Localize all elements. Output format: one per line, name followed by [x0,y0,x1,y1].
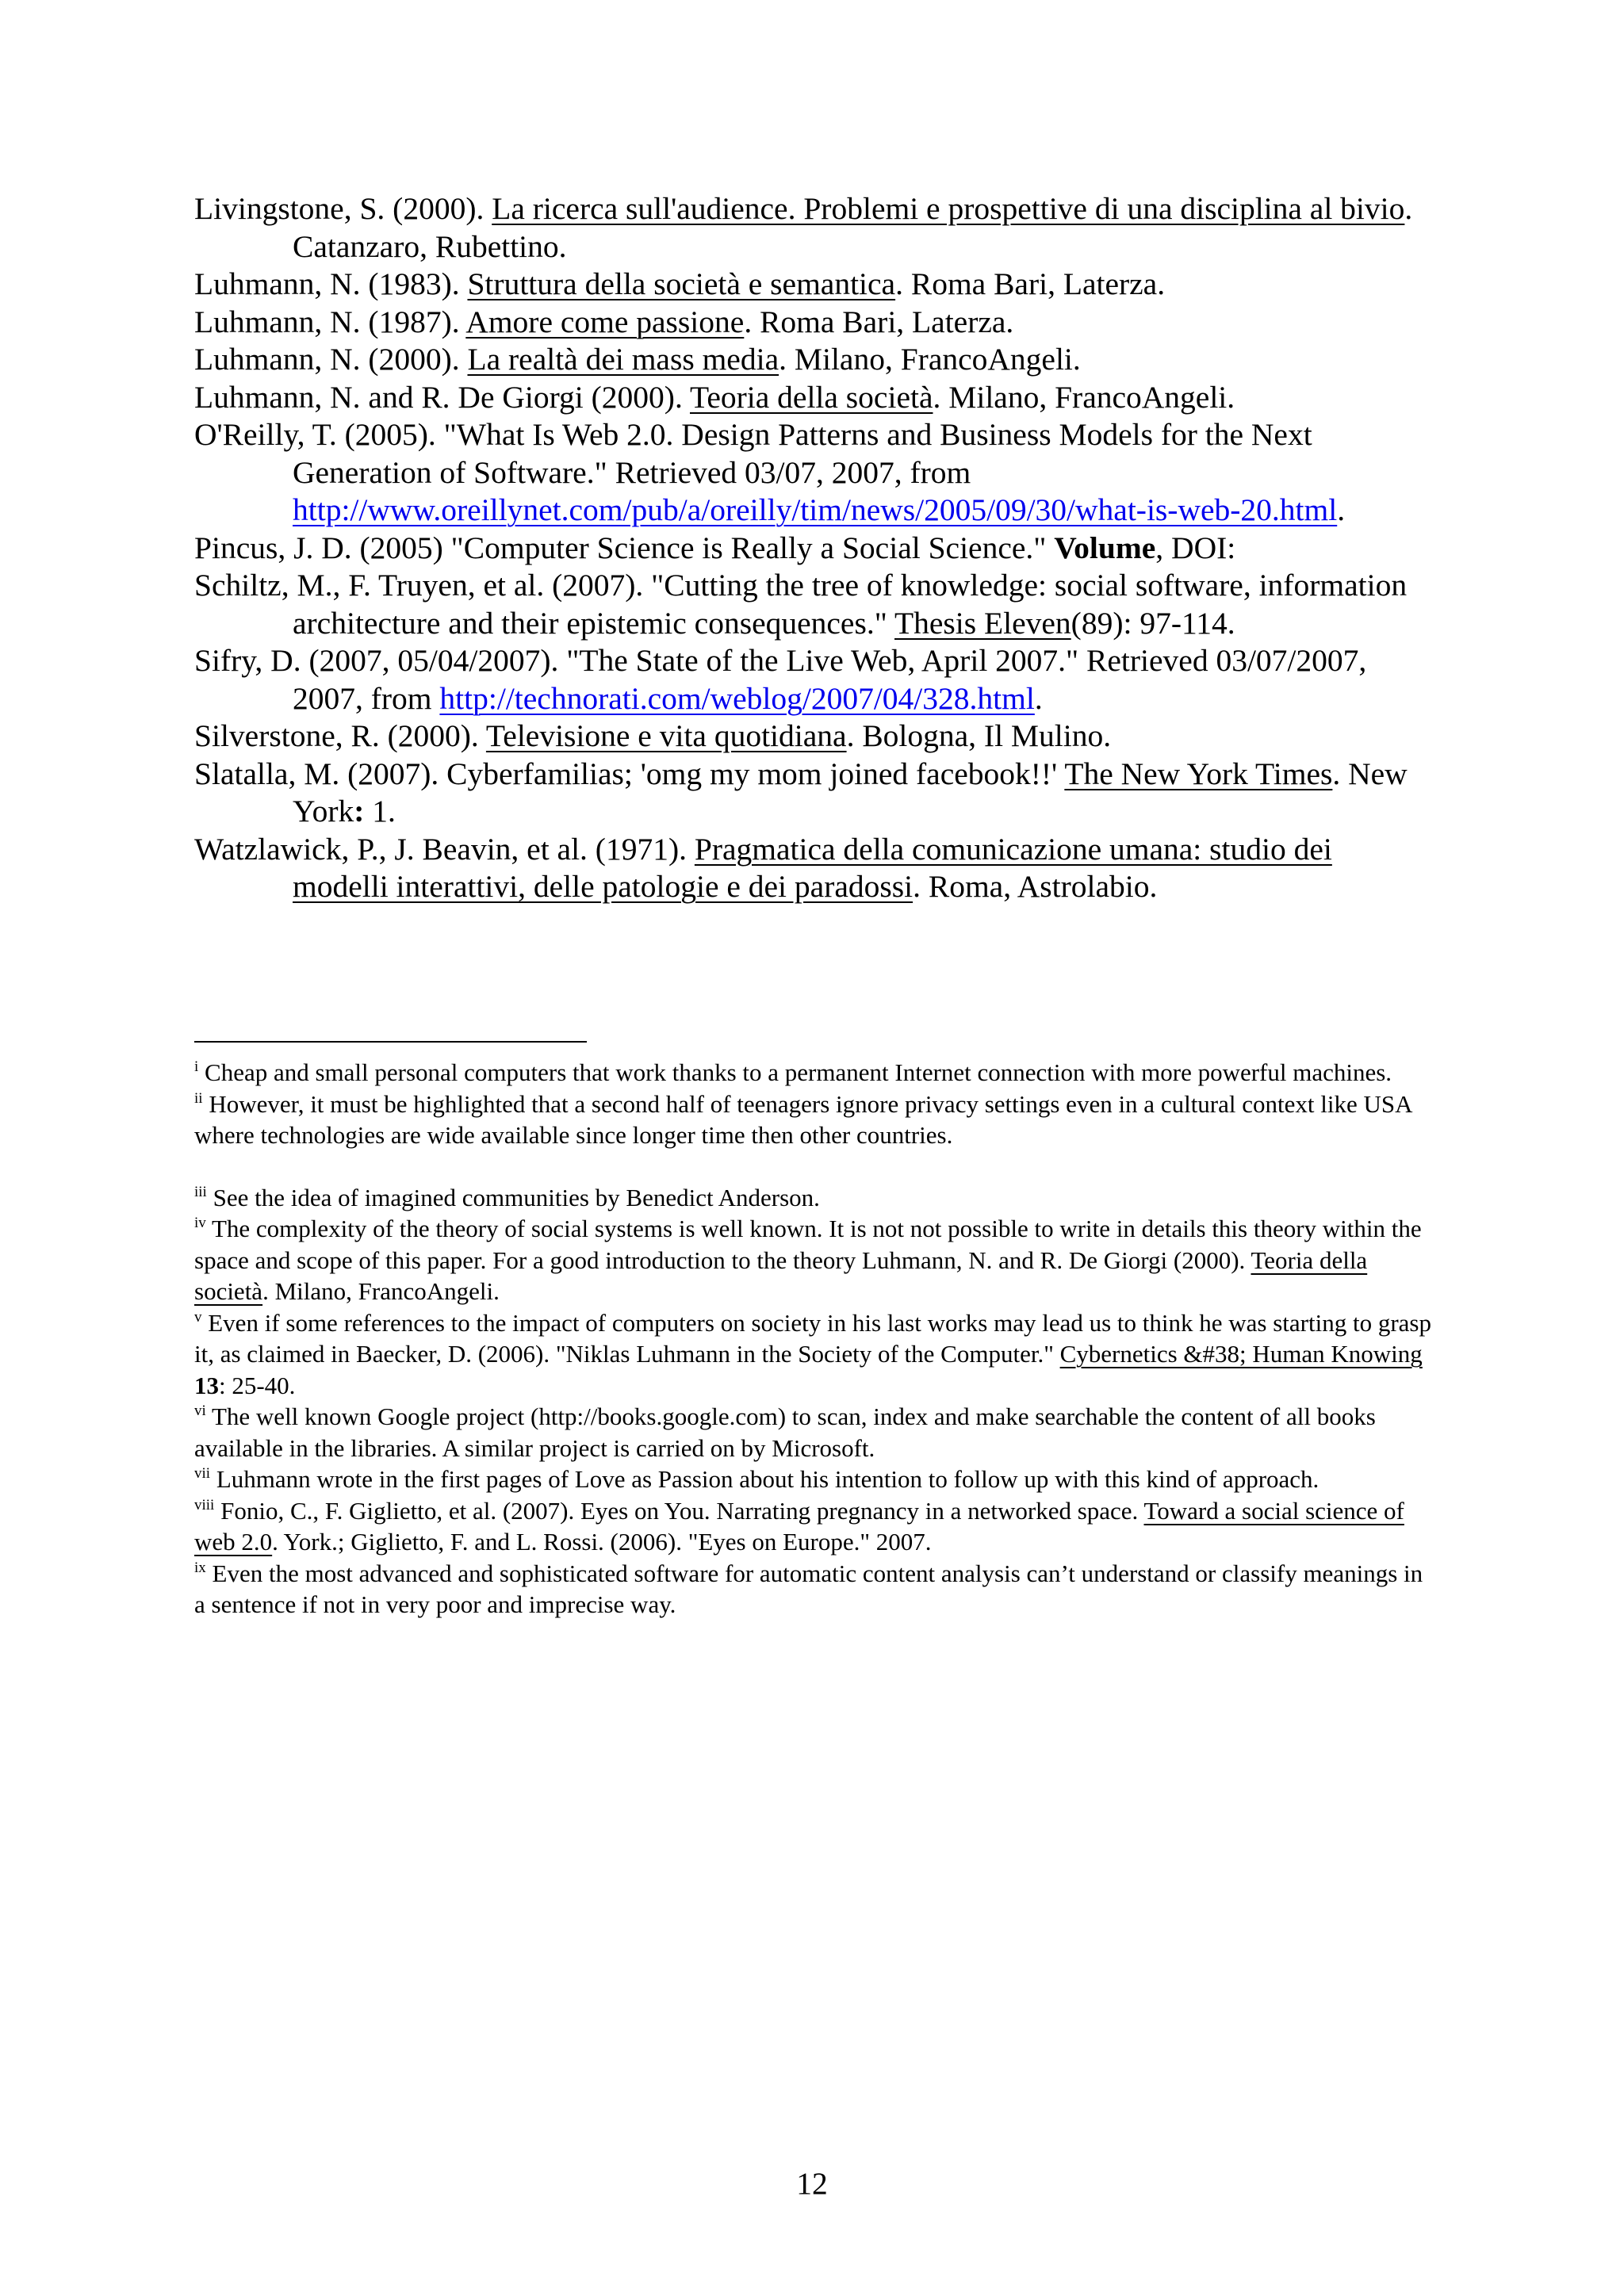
endnote: $^i$ Cheap and small personal computers that work thanks to a permanent Internet connection with more powerful machines. [194,1058,1392,1086]
endnote-mark: vii [194,1465,211,1482]
reference-entry: Luhmann, N. (1983). Struttura della società e semantica. Roma Bari, Laterza. [194,266,1166,301]
reference-title: Teoria della società [689,379,933,415]
endnote: $^{ix}$ Even the most advanced and sophisticated software for automatic content analysis can’t understand or classify meanings in a sentence if not in very poor and imprecise way. [194,1559,1423,1618]
reference-entry: Pincus, J. D. (2005) "Computer Science is Really a Social Science." Volume, DOI: [194,530,1236,565]
endnote: $^{viii}$ Fonio, C., F. Giglietto, et al. (2007). Eyes on You. Narrating pregnancy in a networked space. Toward a social science of web 2.0. York.; Giglietto, F. and L. Rossi. (2006). "Eyes on Europe." 2007. [194,1496,1404,1556]
endnote-title: Teoria della società [194,1246,1368,1305]
reference-entry: Watzlawick, P., J. Beavin, et al. (1971). Pragmatica della comunicazione umana: studio dei modelli interattivi, delle patologie e dei paradossi. Roma, Astrolabio. [194,831,1332,904]
endnote-mark: iv [194,1215,206,1231]
reference-entry: Sifry, D. (2007, 05/04/2007). "The State of the Live Web, April 2007." Retrieved 03/07/2007, 2007, from http://technorati.com/weblog/2007/04/328.html. [194,643,1367,716]
reference-entry: Slatalla, M. (2007). Cyberfamilias; 'omg my mom joined facebook!!' The New York Times. New York: 1. [194,756,1408,828]
reference-entry: Schiltz, M., F. Truyen, et al. (2007). "Cutting the tree of knowledge: social software, information architecture and their epistemic consequences." Thesis Eleven(89): 97-114. [194,568,1408,641]
endnote: $^{ii}$ However, it must be highlighted that a second half of teenagers ignore privacy settings even in a cultural context like USA where technologies are wide available since longer time then other countries. [194,1089,1411,1149]
endnote-mark: v [194,1308,202,1326]
reference-bold: : [354,794,365,828]
reference-entry: Luhmann, N. (2000). La realtà dei mass media. Milano, FrancoAngeli. [194,342,1081,377]
page-number: 12 [796,2166,828,2201]
endnote-mark: vi [194,1402,206,1419]
reference-entry: Livingstone, S. (2000). La ricerca sull'audience. Problemi e prospettive di una disciplina al bivio. Catanzaro, Rubettino. [194,191,1413,264]
endnote: $^v$ Even if some references to the impact of computers on society in his last works may lead us to think he was starting to grasp it, as claimed in Baecker, D. (2006). "Niklas Luhmann in the Society of the Computer." Cybernetics &#38; Human Knowing 13: 25-40. [194,1308,1431,1399]
endnote: $^{vi}$ The well known Google project (http://books.google.com) to scan, index and make searchable the content of all books available in the libraries. A similar project is carried on by Microsoft. [194,1402,1376,1462]
footnote-separator [194,1041,587,1043]
reference-entry: Silverstone, R. (2000). Televisione e vita quotidiana. Bologna, Il Mulino. [194,718,1112,753]
reference-title: Pragmatica della comunicazione umana: studio dei modelli interattivi, delle patologie e dei paradossi [293,831,1332,904]
endnote-mark: ix [194,1559,206,1576]
endnote-mark: viii [194,1496,215,1513]
endnote-mark: ii [194,1089,203,1107]
reference-list [194,190,1431,906]
reference-title: The New York Times [1064,756,1333,791]
reference-entry: O'Reilly, T. (2005). "What Is Web 2.0. Design Patterns and Business Models for the Next Generation of Software." Retrieved 03/07, 2007, from http://www.oreillynet.com/pub/a/oreilly/tim/news/2005/09/30/what-is-web-20.html. [194,417,1346,527]
endnote: $^{vii}$ Luhmann wrote in the first pages of Love as Passion about his intention to follow up with this kind of approach. [194,1465,1320,1493]
endnote: $^{iv}$ The complexity of the theory of social systems is well known. It is not not possible to write in details this theory within the space and scope of this paper. For a good introduction to the theory Luhmann, N. and R. De Giorgi (2000). Teoria della società. Milano, FrancoAngeli. [194,1215,1422,1305]
reference-title: Televisione e vita quotidiana [485,718,847,753]
endnote: $^{iii}$ See the idea of imagined communities by Benedict Anderson. [194,1183,820,1211]
endnote-bold: 13 [194,1371,219,1399]
reference-title: Amore come passione [465,304,745,339]
reference-link[interactable]: http://www.oreillynet.com/pub/a/oreilly/tim/news/2005/09/30/what-is-web-20.html [293,492,1338,527]
reference-title: Struttura della società e semantica [467,266,896,301]
endnote-gap [194,1151,1439,1182]
endnote-mark: i [194,1058,199,1075]
reference-title: La realtà dei mass media [467,342,779,377]
reference-title: Thesis Eleven [894,605,1071,641]
reference-bold: Volume [1054,530,1156,565]
reference-entry: Luhmann, N. and R. De Giorgi (2000). Teoria della società. Milano, FrancoAngeli. [194,379,1235,415]
endnote-title: Toward a social science of web 2.0 [194,1496,1404,1556]
endnote-mark: iii [194,1183,207,1200]
reference-title: La ricerca sull'audience. Problemi e prospettive di una disciplina al bivio [492,191,1405,226]
reference-link[interactable]: http://technorati.com/weblog/2007/04/328.html [439,680,1035,716]
reference-entry: Luhmann, N. (1987). Amore come passione. Roma Bari, Laterza. [194,304,1014,339]
endnote-list [194,1057,1439,1621]
endnote-title: Cybernetics &#38; Human Knowing [1059,1340,1423,1368]
